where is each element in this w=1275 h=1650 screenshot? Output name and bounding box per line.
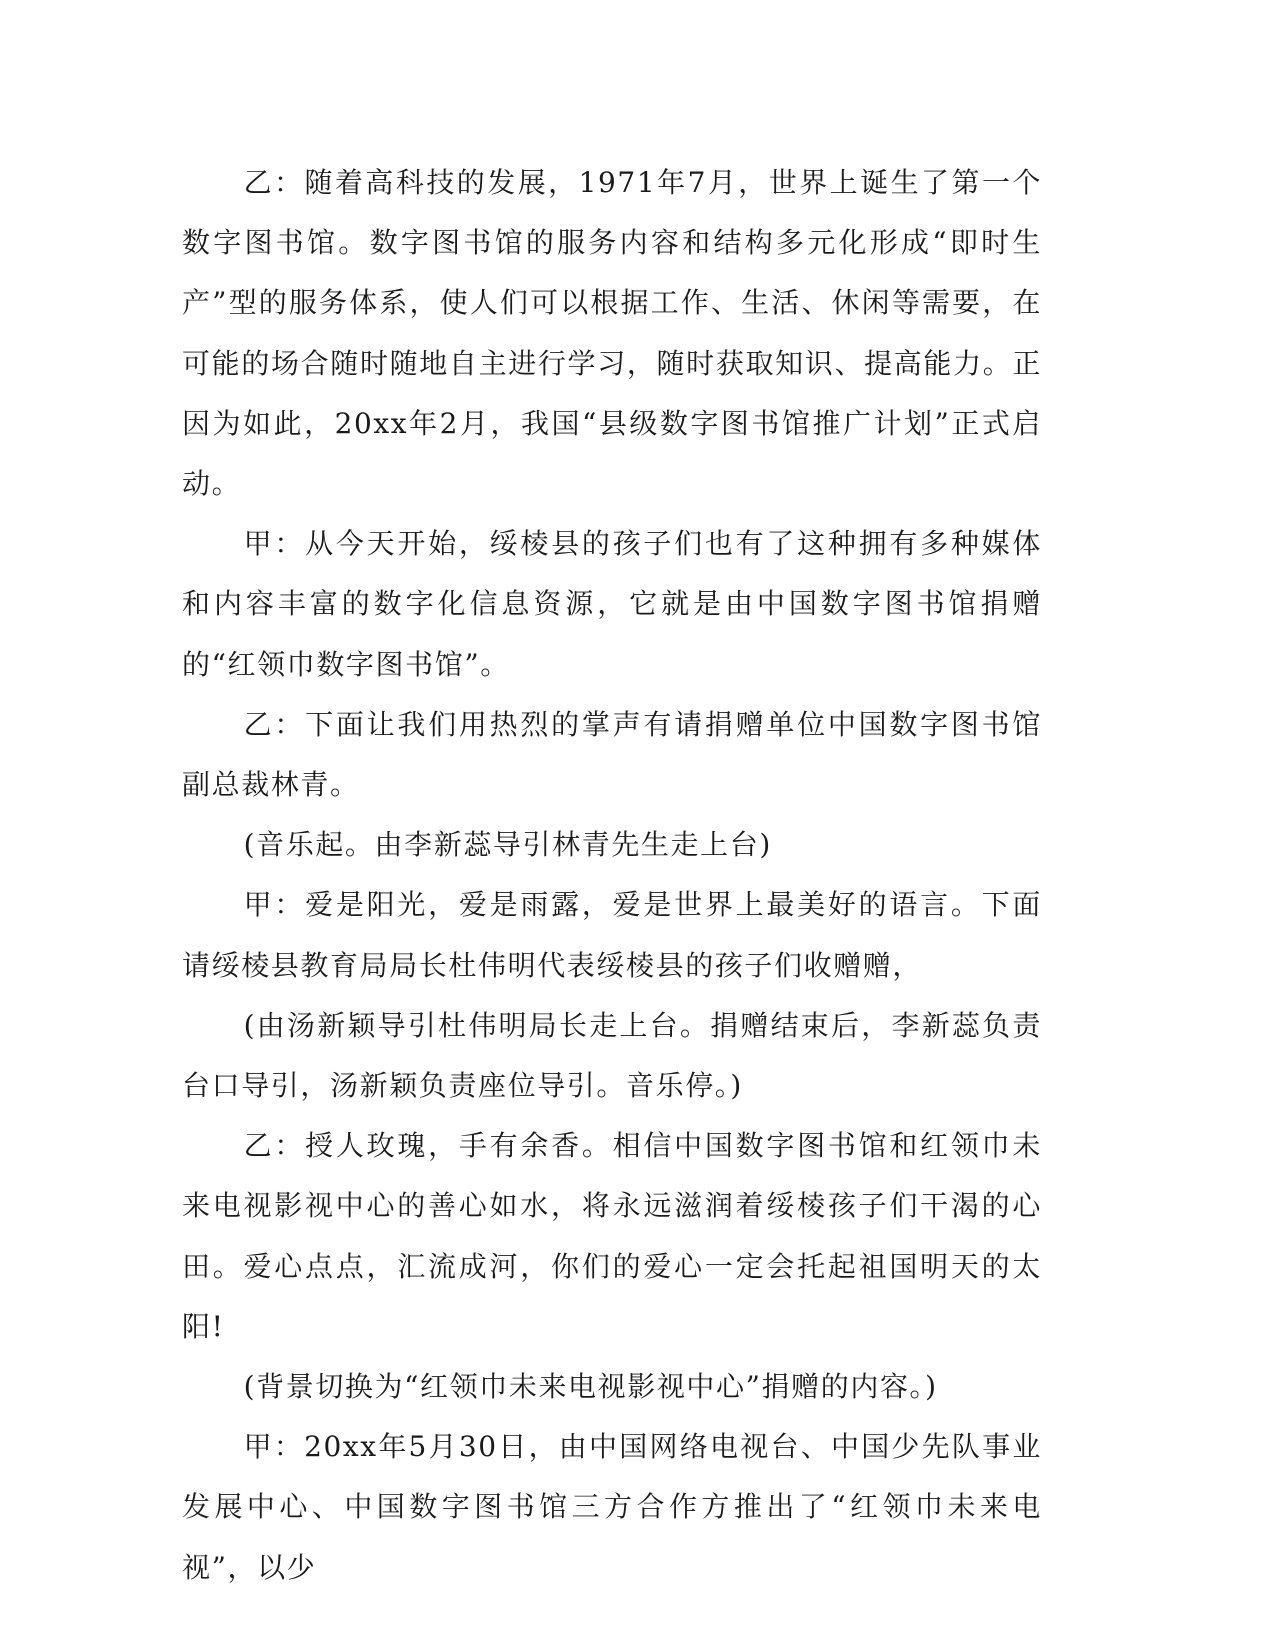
document-body (182, 153, 1042, 1598)
paragraph-stage-direction-music: (音乐起。由李新蕊导引林青先生走上台) (243, 828, 772, 862)
paragraph-yi-roses: 乙：授人玫瑰，手有余香。相信中国数字图书馆和红领巾未来电视影视中心的善心如水，将永远滋润着绥棱孩子们干渴的心田。爱心点点，汇流成河，你们的爱心一定会托起祖国明天的太阳! (182, 1129, 1042, 1343)
paragraph-yi-digital-library-history: 乙：随着高科技的发展，1971年7月，世界上诞生了第一个数字图书馆。数字图书馆的服务内容和结构多元化形成“即时生产”型的服务体系，使人们可以根据工作、生活、休闲等需要，在可能的场合随时随地自主进行学习，随时获取知识、提高能力。正因为如此，20xx年2月，我国“县级数字图书馆推广计划”正式启动。 (182, 166, 1042, 501)
paragraph-jia-tv-launch: 甲：20xx年5月30日，由中国网络电视台、中国少先队事业发展中心、中国数字图书馆三方合作方推出了“红领巾未来电视”，以少 (182, 1430, 1042, 1584)
paragraph-yi-invite-donor: 乙：下面让我们用热烈的掌声有请捐赠单位中国数字图书馆副总裁林青。 (182, 707, 1042, 802)
paragraph-stage-direction-guide: (由汤新颖导引杜伟明局长走上台。捐赠结束后，李新蕊负责台口导引，汤新颖负责座位导引。音乐停。) (182, 1008, 1042, 1103)
paragraph-jia-red-scarf-library: 甲：从今天开始，绥棱县的孩子们也有了这种拥有多种媒体和内容丰富的数字化信息资源，它就是由中国数字图书馆捐赠的“红领巾数字图书馆”。 (182, 527, 1042, 681)
paragraph-jia-love-sunshine: 甲：爱是阳光，爱是雨露，爱是世界上最美好的语言。下面请绥棱县教育局局长杜伟明代表绥棱县的孩子们收赠赠， (182, 888, 1042, 982)
paragraph-stage-direction-background: (背景切换为“红领巾未来电视影视中心”捐赠的内容。) (243, 1370, 938, 1404)
